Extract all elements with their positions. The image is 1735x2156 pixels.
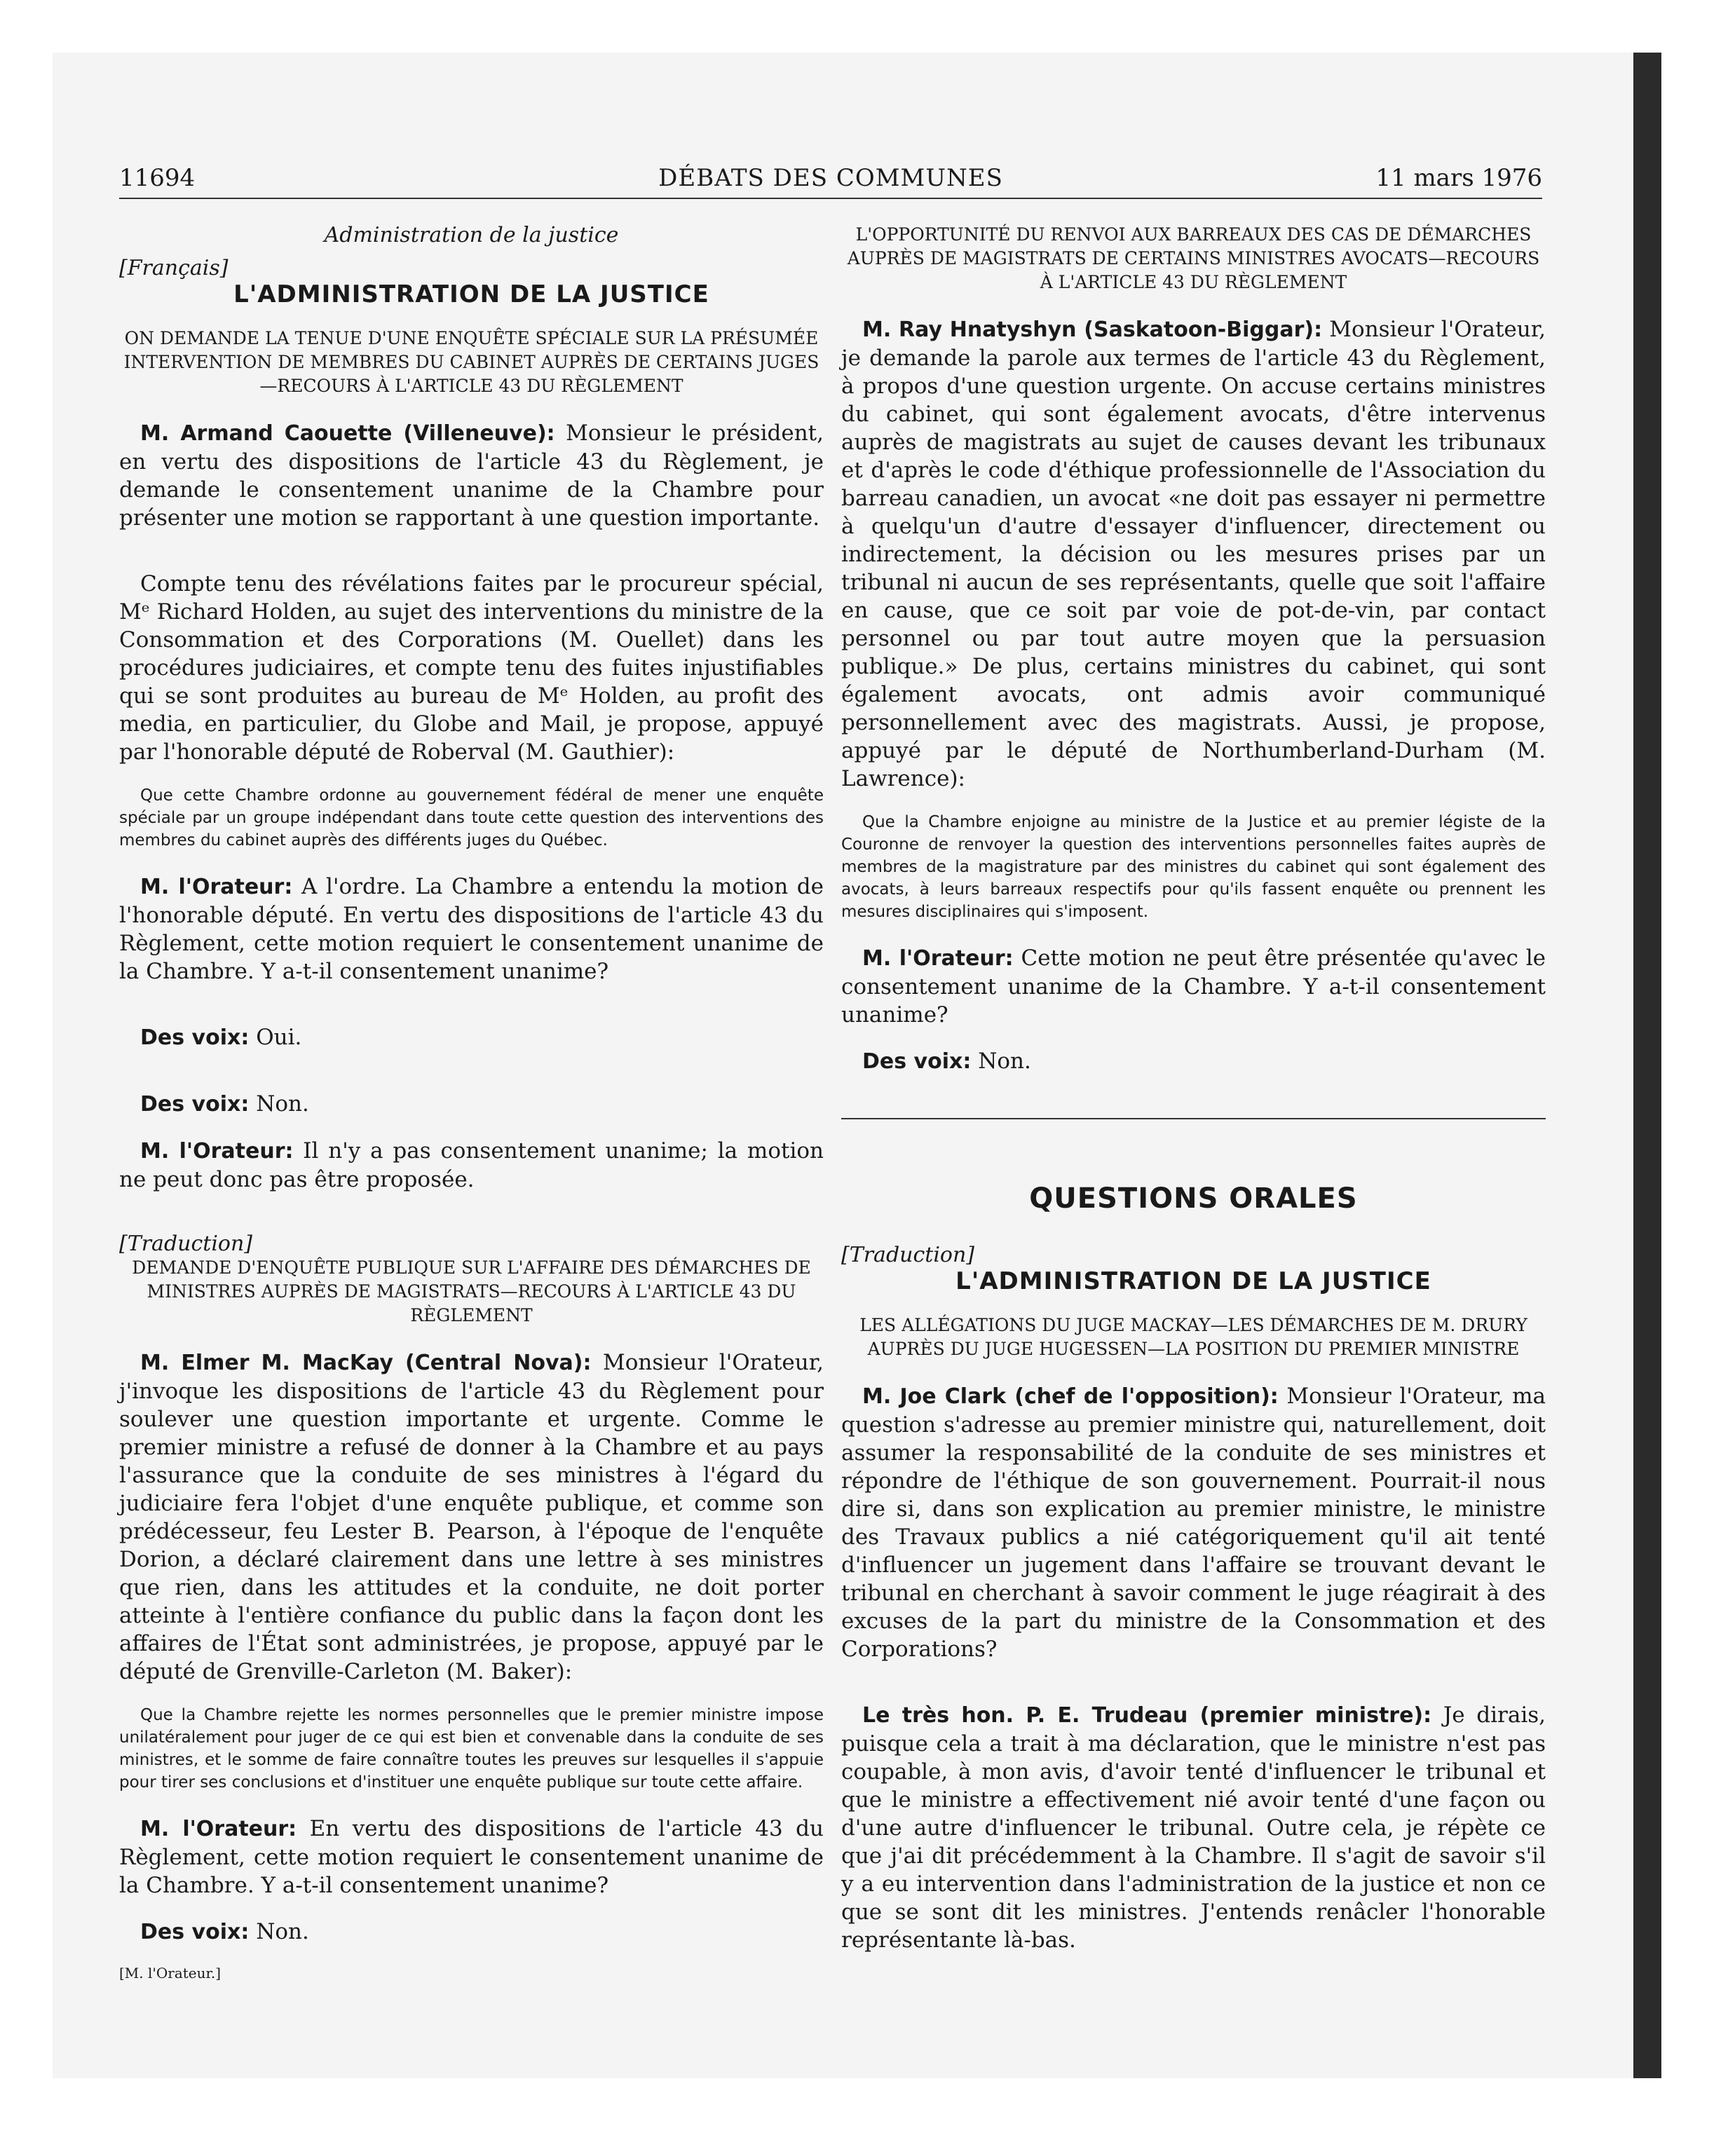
speech-voices: Des voix: Non.	[862, 1049, 1031, 1074]
right-column	[841, 223, 1546, 1972]
speech-voices: Des voix: Oui.	[140, 1025, 302, 1050]
language-tag: [Traduction]	[841, 1243, 975, 1267]
section-title: QUESTIONS ORALES	[1029, 1182, 1358, 1215]
speech-orateur: M. l'Orateur: En vertu des dispositions de l'article 43 du Règlement, cette motion requiert le consentement unanime de la Chambre. Y a-t-il consentement unanime?	[119, 1816, 824, 1898]
motion-text: Que cette Chambre ordonne au gouvernement fédéral de mener une enquête spéciale par un groupe indépendant dans toute cette question des interventions des membres du cabinet auprès des différents juges du Québec.	[119, 786, 824, 850]
motion-text: Que la Chambre enjoigne au ministre de la Justice et au premier légiste de la Couronne de renvoyer la question des interventions personnelles faites auprès de membres de la magistrature par des ministres du cabinet qui sont également des avocats, à leurs barreaux respectifs pour qu'ils fassent enquête ou prennent les mesures disciplinaires qui s'imposent.	[841, 813, 1546, 921]
speaker-name: Des voix:	[140, 1025, 250, 1050]
speaker-name: Des voix:	[140, 1920, 250, 1944]
speaker-name: M. Elmer M. MacKay (Central Nova):	[140, 1351, 592, 1375]
speech-caouette: M. Armand Caouette (Villeneuve): Monsieur le président, en vertu des dispositions de l'article 43 du Règlement, je demande le consentement unanime de la Chambre pour présenter une motion se rapportant à une question importante.	[119, 421, 824, 531]
speaker-name: Des voix:	[862, 1049, 972, 1074]
speech-voices: Des voix: Non.	[140, 1091, 309, 1117]
speech-clark: M. Joe Clark (chef de l'opposition): Monsieur l'Orateur, ma question s'adresse au premier ministre qui, naturellement, doit assumer la responsabilité de la conduite de ses ministres et répondre de l'éthique de son gouvernement. Pourrait-il nous dire si, dans son explication au premier ministre, le ministre des Travaux publics a nié catégoriquement qu'il ait tenté d'influencer un jugement dans l'affaire se trouvant devant le tribunal en cherchant à savoir comment le juge réagirait à des excuses de la part du ministre de la Consommation et des Corporations?	[841, 1384, 1546, 1662]
speaker-name: M. Joe Clark (chef de l'opposition):	[862, 1384, 1279, 1409]
subheading: LES ALLÉGATIONS DU JUGE MACKAY—LES DÉMARCHES DE M. DRURY AUPRÈS DU JUGE HUGESSEN—LA POSITION DU PREMIER MINISTRE	[859, 1315, 1528, 1359]
page-number: 11694	[119, 164, 196, 192]
speaker-name: M. l'Orateur:	[140, 1817, 297, 1841]
language-tag: [Traduction]	[119, 1231, 253, 1256]
speech-orateur: M. l'Orateur: Cette motion ne peut être présentée qu'avec le consentement unanime de la Chambre. Y a-t-il consentement unanime?	[841, 946, 1546, 1028]
publication-title: DÉBATS DES COMMUNES	[658, 164, 1003, 192]
speech-orateur: M. l'Orateur: A l'ordre. La Chambre a entendu la motion de l'honorable député. En vertu des dispositions de l'article 43 du Règlement, cette motion requiert le consentement unanime de la Chambre. Y a-t-il consentement unanime?	[119, 874, 824, 984]
speaker-name: M. Ray Hnatyshyn (Saskatoon-Biggar):	[862, 318, 1323, 342]
speech-mackay: M. Elmer M. MacKay (Central Nova): Monsieur l'Orateur, j'invoque les dispositions de l'article 43 du Règlement pour soulever une question importante et urgente. Comme le premier ministre a refusé de donner à la Chambre et au pays l'assurance que la conduite de ses ministres à l'égard du judiciaire fera l'objet d'une enquête publique, et comme son prédécesseur, feu Lester B. Pearson, à l'époque de l'enquête Dorion, a déclaré clairement dans une lettre à ses ministres que rien, dans les attitudes et la conduite, ne doit porter atteinte à l'entière confiance du public dans la façon dont les affaires de l'État sont administrées, je propose, appuyé par le député de Grenville-Carleton (M. Baker):	[119, 1350, 824, 1684]
speech-trudeau: Le très hon. P. E. Trudeau (premier ministre): Je dirais, puisque cela a trait à ma déclaration, que le ministre n'est pas coupable, à mon avis, d'avoir tenté d'influencer le tribunal et que le ministre a effectivement nié avoir tenté d'une façon ou d'une autre d'influencer le tribunal. Outre cela, je répète ce que j'ai dit précédemment à la Chambre. Il s'agit de savoir s'il y a eu intervention dans l'administration de la justice et non ce que se sont dit les ministres. J'entends renâcler l'honorable représentante là-bas.	[841, 1703, 1546, 1953]
footer-tag: [M. l'Orateur.]	[119, 1965, 222, 1981]
speech-hnatyshyn: M. Ray Hnatyshyn (Saskatoon-Biggar): Monsieur l'Orateur, je demande la parole aux termes de l'article 43 du Règlement, à propos d'une question urgente. On accuse certains ministres du cabinet, qui sont également avocats, d'être intervenus auprès de magistrats au sujet de causes devant les tribunaux et d'après le code d'éthique professionnelle de l'Association du barreau canadien, un avocat «ne doit pas essayer ni permettre à quelqu'un d'autre d'essayer d'influencer, directement ou indirectement, la décision ou les mesures prises par un tribunal ni aucun de ses représentants, quelle que soit l'affaire en cause, que ce soit par voie de pot-de-vin, par contact personnel ou par tout autre moyen que la persuasion publique.» De plus, certains ministres du cabinet, qui sont également avocats, ont admis avoir communiqué personnellement avec des magistrats. Aussi, je propose, appuyé par le député de Northumberland-Durham (M. Lawrence):	[841, 317, 1546, 791]
speaker-name: Le très hon. P. E. Trudeau (premier ministre):	[862, 1703, 1432, 1728]
speaker-name: M. l'Orateur:	[140, 875, 293, 899]
section-heading: L'ADMINISTRATION DE LA JUSTICE	[955, 1267, 1431, 1295]
subheading: DEMANDE D'ENQUÊTE PUBLIQUE SUR L'AFFAIRE DES DÉMARCHES DE MINISTRES AUPRÈS DE MAGISTRATS—RECOURS À L'ARTICLE 43 DU RÈGLEMENT	[132, 1257, 811, 1325]
language-tag: [Français]	[119, 256, 229, 280]
section-heading: L'ADMINISTRATION DE LA JUSTICE	[233, 280, 709, 308]
left-column	[119, 223, 824, 1981]
speech-caouette-cont: Compte tenu des révélations faites par le procureur spécial, Mᵉ Richard Holden, au sujet des interventions du ministre de la Consommation et des Corporations (M. Ouellet) dans les procédures judiciaires, et compte tenu des fuites injustifiables qui se sont produites au bureau de Mᵉ Holden, au profit des media, en particulier, du Globe and Mail, je propose, appuyé par l'honorable député de Roberval (M. Gauthier):	[119, 571, 824, 765]
page-header	[119, 163, 1542, 199]
subheading: ON DEMANDE LA TENUE D'UNE ENQUÊTE SPÉCIALE SUR LA PRÉSUMÉE INTERVENTION DE MEMBRES DU CABINET AUPRÈS DE CERTAINS JUGES—RECOURS À L'ARTICLE 43 DU RÈGLEMENT	[123, 328, 819, 396]
topic-line: Administration de la justice	[324, 223, 619, 247]
speaker-name: M. l'Orateur:	[140, 1139, 294, 1164]
subheading: L'OPPORTUNITÉ DU RENVOI AUX BARREAUX DES CAS DE DÉMARCHES AUPRÈS DE MAGISTRATS DE CERTAINS MINISTRES AVOCATS—RECOURS À L'ARTICLE 43 DU RÈGLEMENT	[847, 224, 1540, 292]
speaker-name: Des voix:	[140, 1092, 250, 1117]
header-date: 11 mars 1976	[1375, 164, 1542, 192]
speaker-name: M. Armand Caouette (Villeneuve):	[140, 421, 555, 446]
speaker-name: M. l'Orateur:	[862, 946, 1014, 971]
section-divider	[841, 1118, 1546, 1119]
motion-text: Que la Chambre rejette les normes personnelles que le premier ministre impose unilatéralement pour juger de ce qui est bien et convenable dans la conduite de ses ministres, et le somme de faire connaître toutes les preuves sur lesquelles il s'appuie pour tirer ses conclusions et d'instituer une enquête publique sur toute cette affaire.	[119, 1706, 824, 1792]
speech-orateur: M. l'Orateur: Il n'y a pas consentement unanime; la motion ne peut donc pas être proposée.	[119, 1138, 824, 1192]
speech-voices: Des voix: Non.	[140, 1919, 309, 1944]
scan-edge	[1633, 53, 1661, 2078]
